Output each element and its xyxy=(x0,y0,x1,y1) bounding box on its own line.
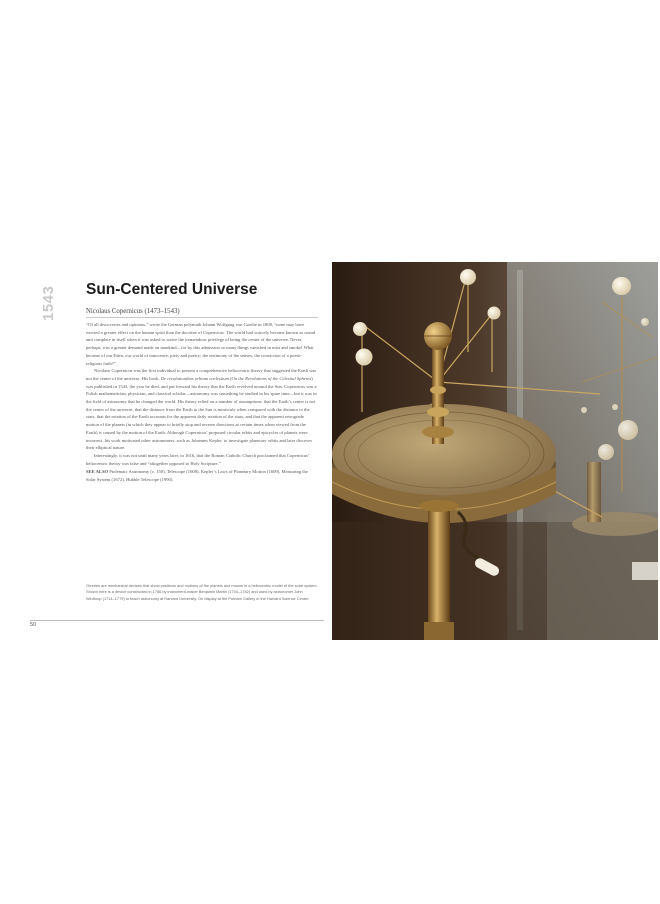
orrery-photo xyxy=(332,262,658,640)
year-label: 1543 xyxy=(40,285,57,321)
see-also-label: SEE ALSO xyxy=(86,469,109,475)
paragraph-3: Interestingly, it was not until many years later, in 1616, that the Roman Catholic Church proclaimed that Copernicus’ heliocentric theory was false and “altogether opposed to Holy Scripture.” xyxy=(86,452,310,466)
paragraph-2 xyxy=(86,367,318,452)
paragraph-1: “Of all discoveries and opinions,” wrote the German polymath Johann Wolfgang von Goethe in 1808, “none may have exerted a greater effect on the human spirit than the doctrine of Copernicus. The world had scarcely become known as round and complete in itself when it was asked to waive the tremendous privilege of being the center of the universe. Never, perhaps, was a greater demand made on mankind—for by this admission so many things vanished in mist and smoke! What became of our Eden, our world of innocence, piety and poetry; the testimony of the senses; the conviction of a poetic-religious faith?” xyxy=(86,322,316,366)
footer-divider xyxy=(30,620,324,621)
book-title-latin: De revolutionibus orbium coelestium xyxy=(160,375,229,381)
author-line: Nicolaus Copernicus (1473–1543) xyxy=(86,308,180,315)
photo-caption: Orreries are mechanical devices that show positions and motions of the planets and moons in a heliocentric model of the solar system. Shown here is a device constructed in 1766 by instrument-maker Benjamin Martin (1704–1782) and used by astronomer John Winthrop (1714–1779) to teach astronomy at Harvard University. On display at the Putnam Gallery in the Harvard Science Center. xyxy=(86,583,318,601)
page-title: Sun-Centered Universe xyxy=(86,281,258,298)
author-divider xyxy=(86,317,318,318)
article-body xyxy=(86,321,318,484)
page-number: 50 xyxy=(30,622,37,628)
paren-open: ( xyxy=(228,375,232,381)
see-also-text: Ptolemaic Astronomy (c. 150), Telescope (1608), Kepler’s Laws of Planetary Motion (1609), Measuring the Solar System (1672), Hubble Telescope (1990). xyxy=(86,469,308,483)
paragraph-2-end: ) was published in 1543, the year he died, and put forward his theory that the Earth revolved around the Sun. Copernicus was a Polish mathematician, physician, and classical scholar—astronomy was something he studied in his spare time—but it was in the field of astronomy that he changed the world. His theory relied on a number of assumptions: that the Earth’s center is not the center of the universe, that the distance from the Earth to the Sun is miniscule when compared with the distance to the stars, that the rotation of the Earth accounts for the apparent daily rotation of the stars, and that the apparent retrograde motion of the planets (in which they appear to briefly stop and reverse directions at certain times when viewed from the Earth) is caused by the motion of the Earth. Although Copernicus’ proposed circular orbits and epicycles of planets were incorrect, his work motivated other astronomers, such as Johannes Kepler, to investigate planetary orbits and later discover their elliptical nature. xyxy=(86,375,317,451)
paragraph-2-start: Nicolaus Copernicus was the first individual to present a comprehensive heliocentric theory that suggested the Earth was not the center of the universe. His book, xyxy=(86,368,317,381)
see-also xyxy=(86,468,318,483)
book-title-english: On the Revolutions of the Celestial Spheres xyxy=(231,375,312,381)
